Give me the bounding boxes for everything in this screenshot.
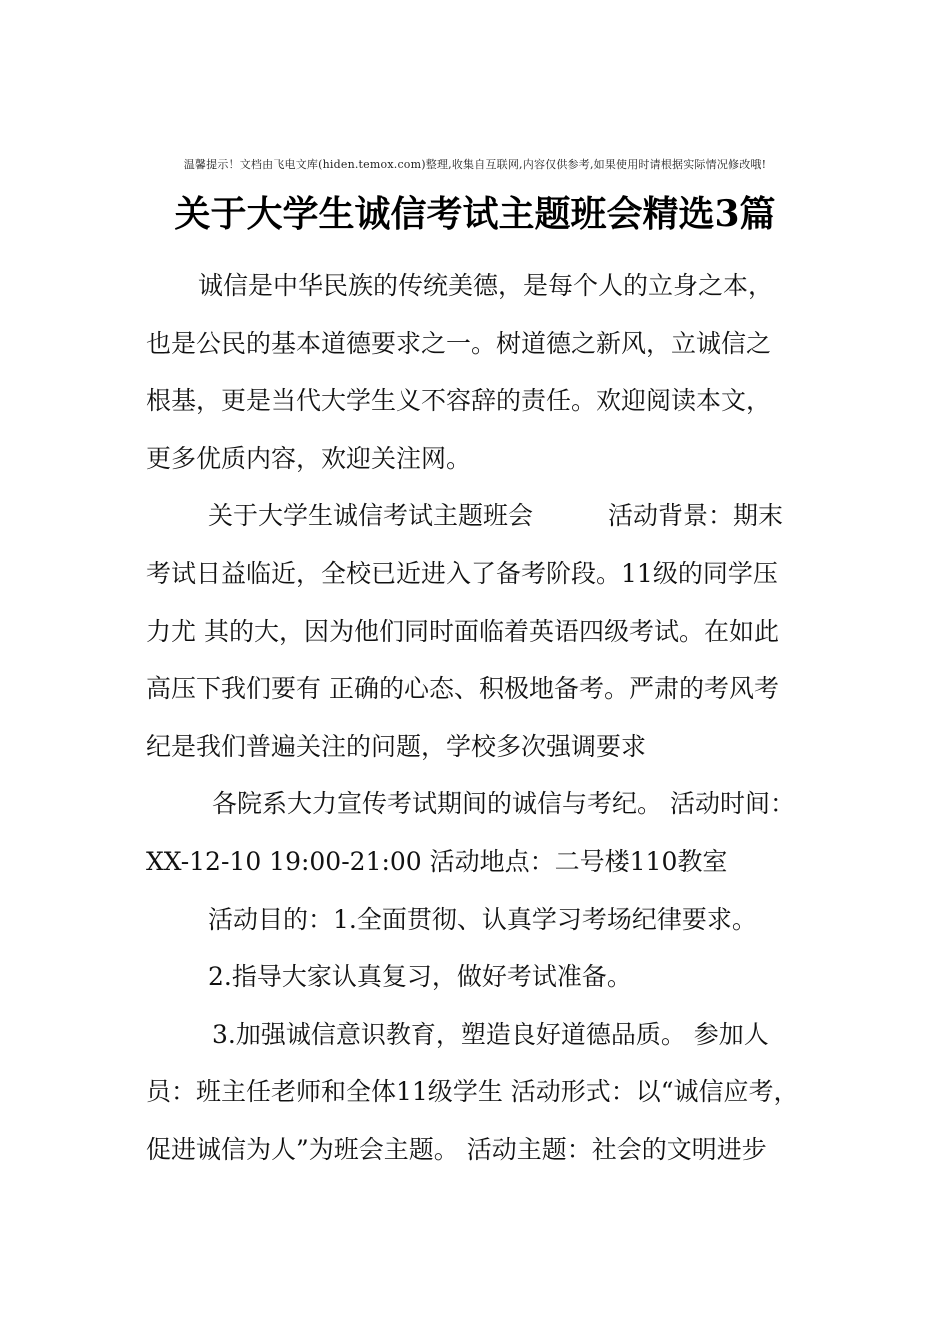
- text-line: 2.指导大家认真复习，做好考试准备。: [208, 962, 632, 992]
- body-text: [146, 257, 836, 1179]
- text-line: 纪是我们普遍关注的问题，学校多次强调要求: [146, 731, 647, 761]
- text-line: 诚信是中华民族的传统美德，是每个人的立身之本，: [198, 271, 774, 300]
- text-line: 高压下我们要有 正确的心态、积极地备考。严肃的考风考: [146, 674, 779, 704]
- text-line: 各院系大力宣传考试期间的诚信与考纪。 活动时间：: [212, 789, 795, 819]
- text-line: 3.加强诚信意识教育，塑造良好道德品质。 参加人: [212, 1019, 769, 1049]
- text-line: 考试日益临近，全校已近进入了备考阶段。11级的同学压: [146, 558, 778, 588]
- text-line: XX-12-10 19:00-21:00 活动地点：二号楼110教室: [146, 846, 728, 876]
- text-line: 也是公民的基本道德要求之一。树道德之新风，立诚信之: [146, 328, 772, 358]
- document-title: 关于大学生诚信考试主题班会精选3篇: [174, 193, 776, 235]
- text-line: 关于大学生诚信考试主题班会 活动背景：期末: [208, 501, 784, 531]
- header-notice: 温馨提示！文档由飞电文库(hiden.temox.com)整理,收集自互联网,内容仅供参考,如果使用时请根据实际情况修改哦!: [183, 158, 767, 171]
- text-line: 根基，更是当代大学生义不容辞的责任。欢迎阅读本文，: [146, 386, 772, 416]
- text-line: 活动目的：1.全面贯彻、认真学习考场纪律要求。: [208, 904, 757, 934]
- text-line: 员：班主任老师和全体11级学生 活动形式：以“诚信应考，: [146, 1077, 799, 1107]
- text-line: 更多优质内容，欢迎关注网。: [146, 443, 472, 473]
- text-line: 力尤 其的大，因为他们同时面临着英语四级考试。在如此: [146, 616, 779, 646]
- text-line: 促进诚信为人”为班会主题。 活动主题：社会的文明进步: [146, 1134, 767, 1164]
